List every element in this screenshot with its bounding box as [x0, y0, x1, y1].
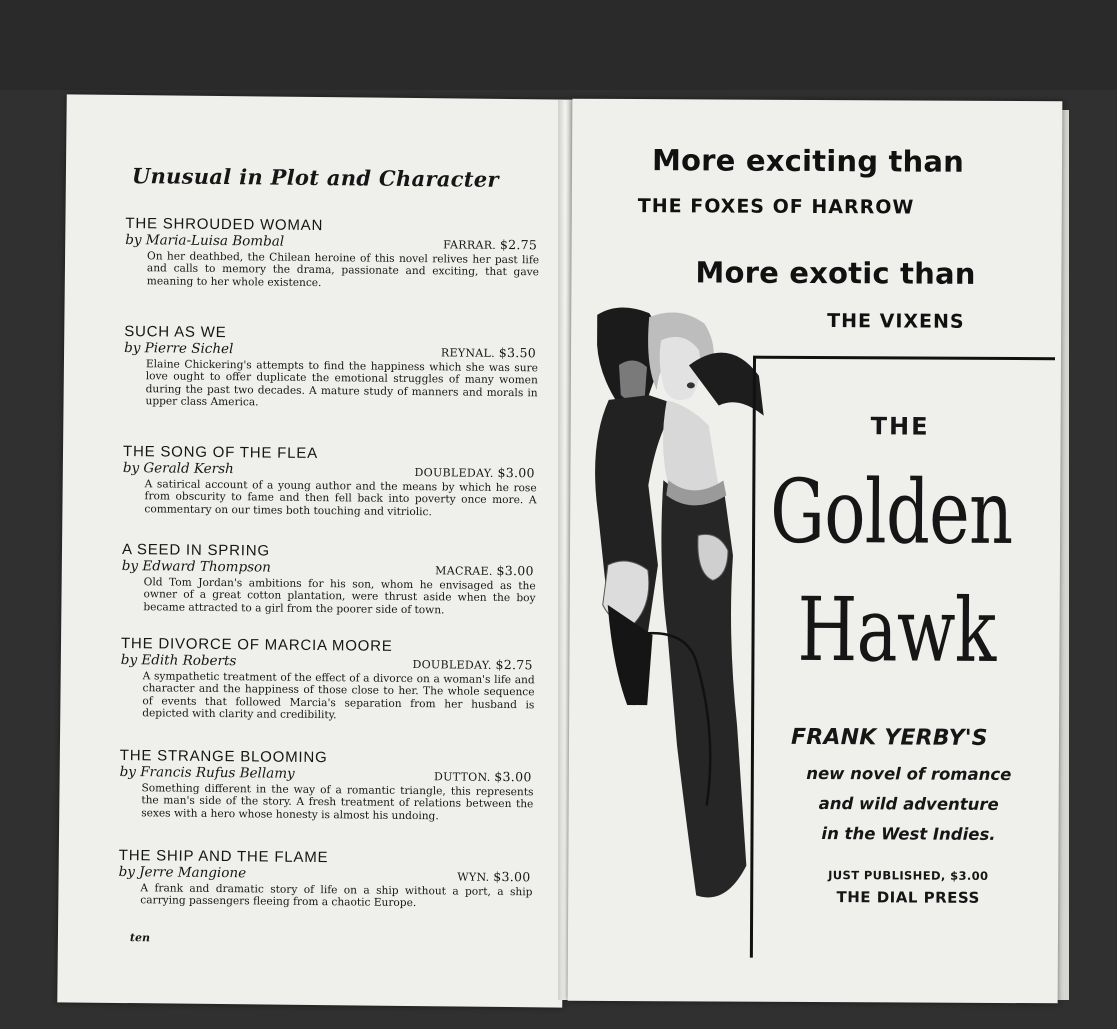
book-publisher: DOUBLEDAY. — [412, 658, 492, 672]
title-hawk: Hawk — [797, 577, 996, 682]
book-entry — [121, 541, 542, 618]
book-title: A SEED IN SPRING — [121, 540, 270, 560]
book-description: A frank and dramatic story of life on a ship without a port, a ship carrying passengers fleeing from a chaotic Europe. — [140, 882, 533, 910]
book-description: A satirical account of a young author and the means by which he rose from obscurity to fame and then fell back into poverty once more. A commentary on our times both touching and vitriolic. — [144, 478, 537, 519]
book-entry — [119, 747, 540, 824]
left-page — [57, 94, 571, 1007]
book-author: by Edward Thompson — [121, 557, 271, 576]
book-price — [443, 236, 537, 252]
title-golden: Golden — [769, 459, 1013, 565]
book-price-value: $3.50 — [498, 344, 537, 361]
book-price — [414, 464, 534, 480]
blurb-line-1: new novel of romance — [806, 763, 1012, 785]
book-price-value: $3.00 — [493, 868, 531, 885]
book-title: THE DIVORCE OF MARCIA MOORE — [120, 634, 393, 655]
author-name: FRANK YERBY'S — [790, 724, 988, 751]
book-author: by Gerald Kersh — [122, 459, 234, 478]
book-price-value: $3.00 — [497, 464, 535, 481]
book-price — [441, 344, 536, 360]
book-description: On her deathbed, the Chilean heroine of this novel relives her past life and calls to memory the drama, passionate and exciting, that gave meaning to her whole existence. — [146, 250, 540, 289]
page-folio: ten — [129, 931, 151, 945]
book-title: THE STRANGE BLOOMING — [119, 746, 328, 767]
book-entry — [123, 323, 544, 412]
book-title: THE SONG OF THE FLEA — [122, 442, 319, 463]
couple-illustration — [576, 305, 779, 906]
book-price — [457, 869, 530, 885]
blurb-line-3: in the West Indies. — [821, 824, 996, 844]
book-title: THE SHIP AND THE FLAME — [118, 846, 329, 867]
book-publisher: REYNAL. — [440, 346, 496, 360]
section-heading: Unusual in Plot and Character — [131, 163, 499, 192]
book-publisher: DOUBLEDAY. — [414, 466, 494, 480]
book-entry — [120, 635, 541, 724]
book-description: Elaine Chickering's attempts to find the happiness which she was sure love ought to offer duplicate the emotional struggles of many women during the past two decades. A mature study of manners and morals in upper class America. — [145, 358, 538, 409]
book-title: SUCH AS WE — [124, 322, 227, 342]
book-description: A sympathetic treatment of the effect of a divorce on a woman's life and character and the happiness of those close to her. The whole sequence of events that followed Marcia's separation from her husband is depicted with clarity and credibility. — [142, 670, 535, 722]
book-entry — [122, 443, 543, 520]
right-page — [568, 99, 1063, 1004]
book-publisher: WYN. — [457, 870, 490, 884]
book-author: by Francis Rufus Bellamy — [119, 763, 295, 782]
background — [0, 0, 1117, 90]
comparison-title-1: THE FOXES OF HARROW — [637, 195, 915, 219]
book-description: Old Tom Jordan's ambitions for his son, whom he envisaged as the owner of a great cotton plantation, were thrust aside when the boy became attracted to a girl from the poorer side of town. — [143, 576, 536, 617]
book-description: Something different in the way of a romantic triangle, this represents the man's side of the story. A fresh treatment of relations between the sexes with a hero whose honesty is almost his undoing. — [141, 782, 534, 823]
title-the: THE — [870, 412, 930, 441]
book-price-value: $3.00 — [496, 562, 534, 579]
book-entry — [118, 847, 539, 911]
book-price-value: $3.00 — [494, 768, 532, 785]
book-price-value: $2.75 — [495, 656, 533, 673]
book-price — [435, 562, 534, 578]
book-price — [434, 768, 532, 784]
book-publisher: FARRAR. — [443, 238, 497, 252]
book-price-value: $2.75 — [499, 236, 538, 253]
book-entry — [125, 215, 546, 292]
book-author: by Jerre Mangione — [118, 863, 247, 882]
book-author: by Edith Roberts — [120, 651, 237, 670]
frame-rule-top — [753, 356, 1055, 361]
blurb-line-2: and wild adventure — [818, 794, 999, 814]
book-title: THE SHROUDED WOMAN — [125, 215, 324, 235]
publication-note: JUST PUBLISHED, $3.00 — [828, 868, 989, 883]
book-author: by Pierre Sichel — [124, 339, 234, 358]
book-price — [412, 656, 532, 672]
comparison-title-2: THE VIXENS — [827, 310, 965, 333]
book-publisher: MACRAE. — [435, 564, 493, 578]
publisher-name: THE DIAL PRESS — [836, 888, 980, 907]
book-publisher: DUTTON. — [433, 770, 491, 784]
tagline-exotic: More exotic than — [695, 255, 976, 291]
book-author: by Maria-Luisa Bombal — [125, 232, 285, 250]
tagline-exciting: More exciting than — [651, 143, 965, 179]
